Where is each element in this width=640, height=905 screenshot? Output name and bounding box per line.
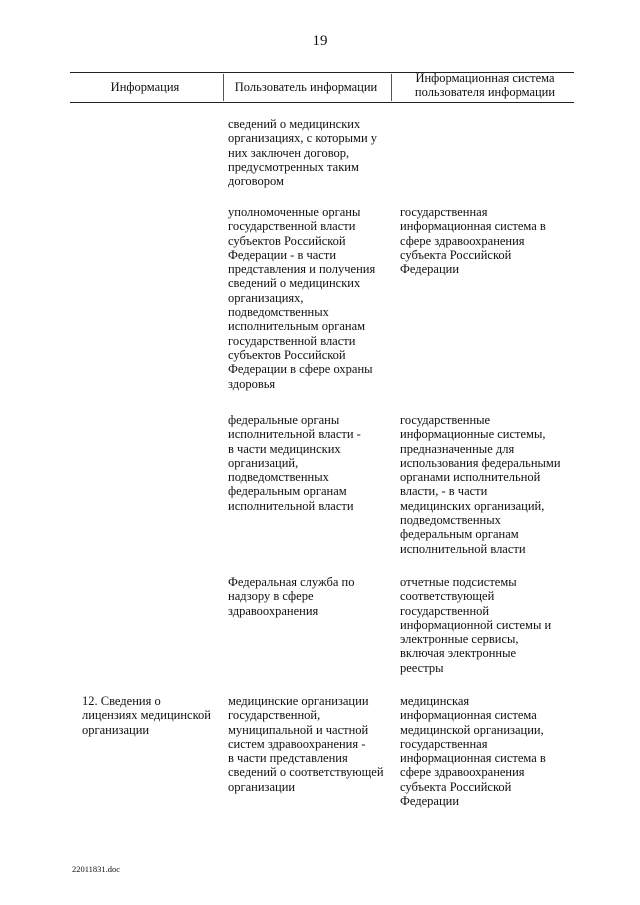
header-system: Информационная система пользователя информации [414,71,556,99]
cell-system-row-2: государственные информационные системы, предназначенные для использования федеральными органами исполнительной власти, - в части медицинских организаций, подведомственных федеральным органам исполнительной власти [400,413,561,556]
cell-user-row-1: уполномоченные органы государственной власти субъектов Российской Федерации - в части представления и получения сведений о медицинских организациях, подведомственных исполнительным органам государственной власти субъектов Российской Федерации в сфере охраны здоровья [228,205,376,391]
cell-user-row-3: Федеральная служба по надзору в сфере здравоохранения [228,575,355,618]
cell-system-row-4: медицинская информационная система медицинской организации, государственная информационная система в сфере здравоохранения субъекта Российской Федерации [400,694,546,809]
cell-system-row-3: отчетные подсистемы соответствующей государственной информационной системы и электронные сервисы, включая электронные реестры [400,575,552,675]
header-column-divider [391,74,392,101]
cell-user-row-4: медицинские организации государственной, муниципальной и частной систем здравоохранения - в части представления сведений о соответствующей организации [228,694,384,794]
cell-system-row-1: государственная информационная система в сфере здравоохранения субъекта Российской Федерации [400,205,546,277]
footer-filename: 22011831.doc [72,864,121,874]
header-user: Пользователь информации [234,80,378,94]
page-number: 19 [312,33,328,49]
header-info: Информация [110,80,180,94]
table-header-rule [70,102,574,103]
header-column-divider [223,74,224,101]
cell-info-row-4: 12. Сведения о лицензиях медицинской организации [82,694,211,737]
cell-user-row-0: сведений о медицинских организациях, с которыми у них заключен договор, предусмотренных таким договором [228,117,378,189]
cell-user-row-2: федеральные органы исполнительной власти - в части медицинских организаций, подведомственных федеральным органам исполнительной власти [228,413,361,513]
